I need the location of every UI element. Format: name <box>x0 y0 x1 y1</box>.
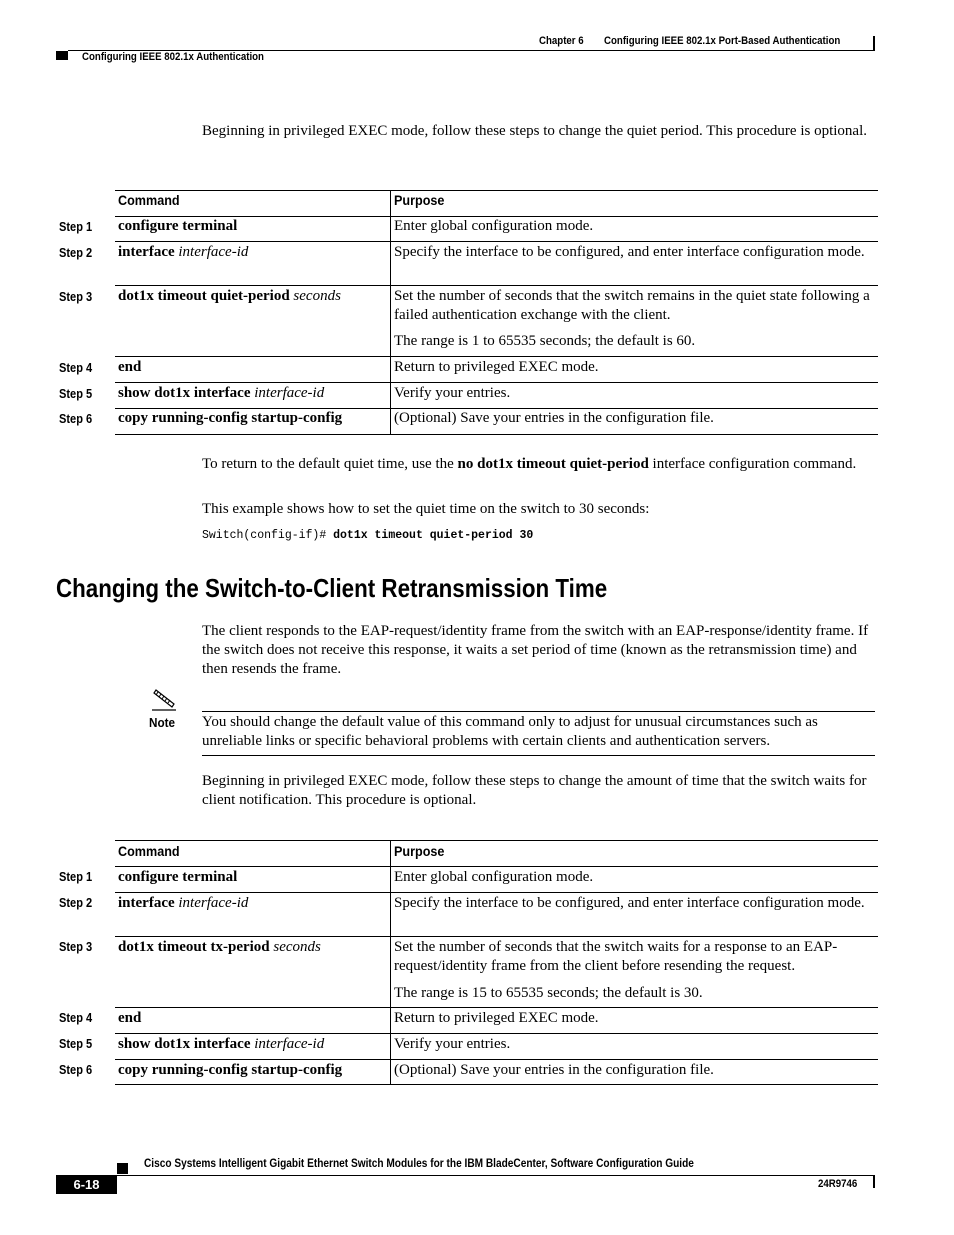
step-label: Step 4 <box>59 1010 93 1025</box>
command-cell: interface interface-id <box>118 244 249 260</box>
command-cell: end <box>118 359 142 375</box>
purpose-cell-range: The range is 15 to 65535 seconds; the default is 30. <box>394 985 703 1001</box>
table-header-rule <box>115 866 878 867</box>
note-top-rule <box>202 711 875 712</box>
purpose-cell: Specify the interface to be configured, and enter interface configuration mode. <box>394 895 865 911</box>
row-rule <box>115 285 878 286</box>
row-rule <box>115 356 878 357</box>
purpose-cell: (Optional) Save your entries in the configuration file. <box>394 1062 714 1078</box>
table-header-command: Command <box>118 192 180 208</box>
footer-rule <box>56 1175 875 1176</box>
command-cell: copy running-config startup-config <box>118 410 343 426</box>
purpose-cell: Enter global configuration mode. <box>394 869 594 885</box>
step-label: Step 2 <box>59 245 93 260</box>
purpose-cell: Return to privileged EXEC mode. <box>394 1010 599 1026</box>
purpose-cell: Specify the interface to be configured, and enter interface configuration mode. <box>394 244 865 260</box>
row-rule <box>115 892 878 893</box>
header-right-bar <box>873 36 875 50</box>
code-example: Switch(config-if)# dot1x timeout quiet-period 30 <box>202 529 534 542</box>
row-rule <box>115 1033 878 1034</box>
purpose-cell: Set the number of seconds that the switch waits for a response to an EAP-request/identity frame from the client before resending the request. <box>394 939 838 974</box>
return-default-paragraph: To return to the default quiet time, use the no dot1x timeout quiet-period interface configuration command. <box>202 456 857 472</box>
section-heading: Changing the Switch-to-Client Retransmission Time <box>56 573 608 603</box>
command-cell: dot1x timeout tx-period seconds <box>118 939 321 955</box>
command-cell: configure terminal <box>118 869 238 885</box>
purpose-cell: Verify your entries. <box>394 1036 511 1052</box>
row-rule <box>115 936 878 937</box>
table-top-rule <box>115 840 878 841</box>
purpose-cell: Verify your entries. <box>394 385 511 401</box>
row-rule <box>115 241 878 242</box>
command-cell: show dot1x interface interface-id <box>118 385 325 401</box>
row-rule <box>115 382 878 383</box>
footer-book-title: Cisco Systems Intelligent Gigabit Ethernet Switch Modules for the IBM BladeCenter, Software Configuration Guide <box>144 1158 694 1170</box>
table-column-divider <box>390 190 391 435</box>
note-text: You should change the default value of this command only to adjust for unusual circumstances such as unreliable links or specific behavioral problems with certain clients and authentication servers. <box>202 714 818 749</box>
step-label: Step 5 <box>59 1036 93 1051</box>
purpose-cell: Enter global configuration mode. <box>394 218 594 234</box>
intro-paragraph-1: Beginning in privileged EXEC mode, follow these steps to change the quiet period. This procedure is optional. <box>202 123 868 139</box>
step-label: Step 1 <box>59 869 93 884</box>
command-cell: interface interface-id <box>118 895 249 911</box>
step-label: Step 6 <box>59 411 93 426</box>
table-top-rule <box>115 190 878 191</box>
step-label: Step 3 <box>59 289 93 304</box>
footer-page-number: 6-18 <box>56 1175 117 1194</box>
table-header-purpose: Purpose <box>394 192 445 208</box>
row-rule <box>115 1007 878 1008</box>
header-square-marker <box>56 51 68 60</box>
command-cell: configure terminal <box>118 218 238 234</box>
table-column-divider <box>390 840 391 1085</box>
purpose-cell: (Optional) Save your entries in the configuration file. <box>394 410 714 426</box>
step-label: Step 4 <box>59 360 93 375</box>
note-pencil-icon <box>150 688 178 712</box>
command-cell: dot1x timeout quiet-period seconds <box>118 288 341 304</box>
note-label: Note <box>149 715 176 730</box>
header-section-title: Configuring IEEE 802.1x Authentication <box>82 51 264 63</box>
purpose-cell: Return to privileged EXEC mode. <box>394 359 599 375</box>
purpose-cell: Set the number of seconds that the switch remains in the quiet state following a failed authentication exchange with the client. <box>394 288 870 323</box>
example-paragraph: This example shows how to set the quiet time on the switch to 30 seconds: <box>202 501 650 517</box>
note-bottom-rule <box>202 755 875 756</box>
command-cell: end <box>118 1010 142 1026</box>
command-cell: show dot1x interface interface-id <box>118 1036 325 1052</box>
step-label: Step 6 <box>59 1062 93 1077</box>
table-bottom-rule <box>115 1084 878 1085</box>
purpose-cell-range: The range is 1 to 65535 seconds; the default is 60. <box>394 333 696 349</box>
table-header-command: Command <box>118 843 180 859</box>
step-label: Step 5 <box>59 386 93 401</box>
section-paragraph: The client responds to the EAP-request/identity frame from the switch with an EAP-response/identity frame. If the switch does not receive this response, it waits a set period of time (known as the retransmission time) and then resends the frame. <box>202 623 869 677</box>
header-chapter-title: Configuring IEEE 802.1x Port-Based Authentication <box>604 35 841 47</box>
header-chapter: Chapter 6 <box>539 35 584 47</box>
step-label: Step 2 <box>59 895 93 910</box>
intro-paragraph-2: Beginning in privileged EXEC mode, follow these steps to change the amount of time that the switch waits for client notification. This procedure is optional. <box>202 773 867 808</box>
table-header-purpose: Purpose <box>394 843 445 859</box>
footer-doc-number: 24R9746 <box>818 1178 858 1190</box>
command-cell: copy running-config startup-config <box>118 1062 343 1078</box>
footer-right-bar <box>873 1175 875 1188</box>
step-label: Step 1 <box>59 219 93 234</box>
row-rule <box>115 1059 878 1060</box>
step-label: Step 3 <box>59 939 93 954</box>
table-bottom-rule <box>115 434 878 435</box>
footer-square-marker <box>117 1163 128 1174</box>
